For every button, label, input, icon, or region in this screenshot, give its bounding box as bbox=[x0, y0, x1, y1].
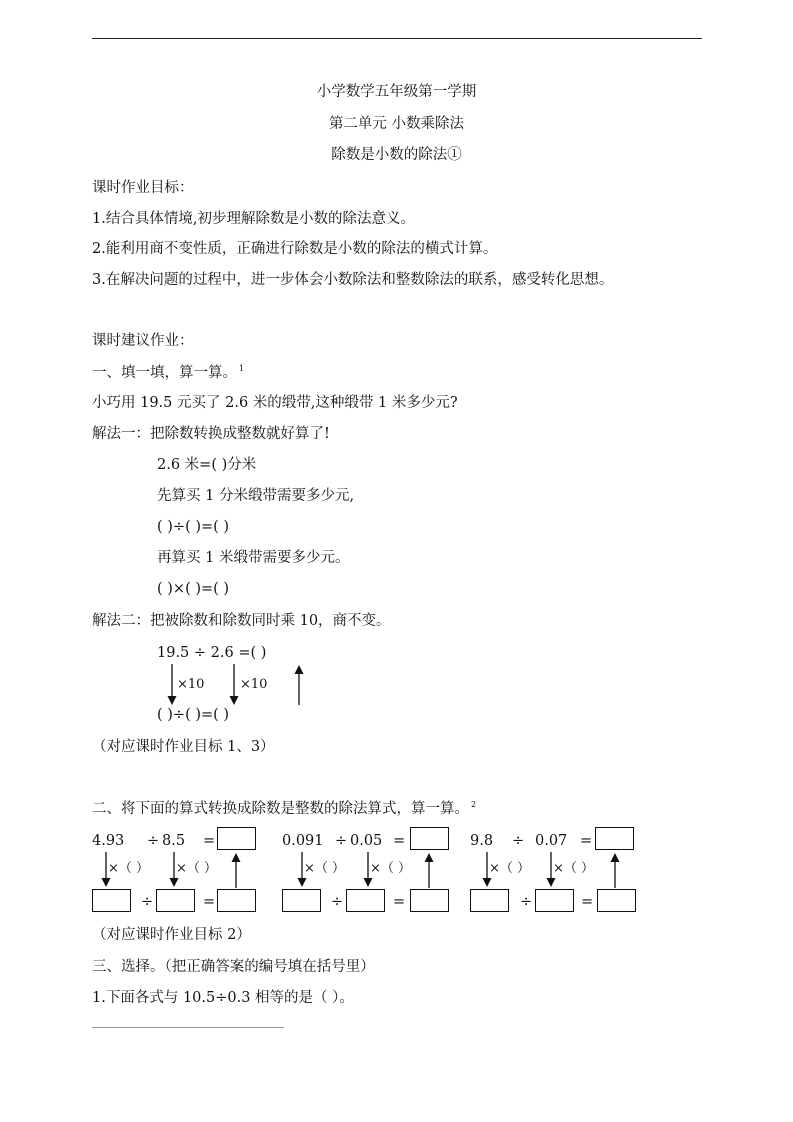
group3-bottom-div-sign: ÷ bbox=[520, 894, 533, 910]
group1-divisor: 8.5 bbox=[162, 833, 186, 849]
section2-title bbox=[92, 801, 476, 816]
group2-mult-label-2: ×（ ） bbox=[370, 861, 412, 876]
unit-title: 第二单元 小数乘除法 bbox=[328, 116, 465, 132]
objective-item-3: 3.在解决问题的过程中，进一步体会小数除法和整数除法的联系，感受转化思想。 bbox=[92, 272, 614, 288]
section2-footnote: 2 bbox=[471, 800, 477, 809]
lesson-title: 除数是小数的除法① bbox=[331, 147, 462, 163]
group3-result-box[interactable] bbox=[595, 827, 634, 850]
problem-text: 小巧用 19.5 元买了 2.6 米的缎带,这种缎带 1 米多少元? bbox=[92, 395, 458, 411]
group2-bottom-div-sign: ÷ bbox=[331, 894, 344, 910]
section1-title bbox=[92, 365, 244, 380]
group1-dividend-box[interactable] bbox=[92, 889, 131, 912]
section3-title: 三、选择。（把正确答案的编号填在括号里） bbox=[92, 959, 375, 975]
arrow-up-icon bbox=[423, 852, 435, 888]
group1-mult-label-2: ×（ ） bbox=[176, 861, 218, 876]
header-rule bbox=[92, 38, 702, 39]
document-title: 小学数学五年级第一学期 bbox=[316, 84, 477, 100]
group2-divisor: 0.05 bbox=[350, 833, 383, 849]
method2-bottom-expression: ( )÷( )=( ) bbox=[157, 707, 230, 723]
section3-question-1: 1.下面各式与 10.5÷0.3 相等的是（ ）。 bbox=[92, 990, 354, 1006]
group3-divisor: 0.07 bbox=[535, 833, 568, 849]
group1-bottom-div-sign: ÷ bbox=[141, 894, 154, 910]
method2-mult-label-1: ×10 bbox=[177, 677, 205, 692]
objective-item-2: 2.能利用商不变性质，正确进行除数是小数的除法的横式计算。 bbox=[92, 241, 498, 257]
objectives-heading: 课时作业目标： bbox=[92, 180, 194, 196]
homework-heading: 课时建议作业： bbox=[92, 333, 194, 349]
method2-top-expression: 19.5 ÷ 2.6 =( ) bbox=[157, 645, 267, 661]
method1-line-3: ( )÷( )=( ) bbox=[157, 519, 230, 535]
group3-div-sign: ÷ bbox=[512, 833, 525, 849]
method1-line-4: 再算买 1 米缎带需要多少元。 bbox=[157, 550, 350, 566]
group3-mult-label-1: ×（ ） bbox=[489, 861, 531, 876]
section2-title-text: 二、将下面的算式转换成除数是整数的除法算式，算一算。 bbox=[92, 800, 469, 817]
arrow-up-icon bbox=[293, 664, 305, 706]
group1-divisor-box[interactable] bbox=[156, 889, 195, 912]
section1-title-text: 一、填一填，算一算。 bbox=[92, 364, 237, 381]
group2-result-box[interactable] bbox=[410, 827, 449, 850]
group1-div-sign: ÷ bbox=[147, 833, 160, 849]
group2-div-sign: ÷ bbox=[335, 833, 348, 849]
group2-dividend: 0.091 bbox=[282, 833, 324, 849]
method2-title: 解法二：把被除数和除数同时乘 10，商不变。 bbox=[92, 613, 391, 629]
group2-bottom-eq-sign: = bbox=[393, 894, 406, 910]
method2-mult-label-2: ×10 bbox=[240, 677, 268, 692]
group3-eq-sign: = bbox=[580, 833, 593, 849]
arrow-up-icon bbox=[230, 852, 242, 888]
arrow-down-icon bbox=[228, 664, 240, 706]
objective-item-1: 1.结合具体情境,初步理解除数是小数的除法意义。 bbox=[92, 211, 415, 227]
method1-line-2: 先算买 1 分米缎带需要多少元, bbox=[157, 488, 355, 504]
section1-note: （对应课时作业目标 1、3） bbox=[92, 739, 275, 755]
group2-eq-sign: = bbox=[393, 833, 406, 849]
group1-dividend: 4.93 bbox=[92, 833, 125, 849]
group2-quotient-box[interactable] bbox=[410, 889, 449, 912]
group2-mult-label-1: ×（ ） bbox=[304, 861, 346, 876]
group3-divisor-box[interactable] bbox=[535, 889, 574, 912]
method1-line-1: 2.6 米=( )分米 bbox=[157, 457, 257, 473]
group1-eq-sign: = bbox=[203, 833, 216, 849]
arrow-up-icon bbox=[609, 852, 621, 888]
group1-quotient-box[interactable] bbox=[217, 889, 256, 912]
group2-divisor-box[interactable] bbox=[346, 889, 385, 912]
section2-note: （对应课时作业目标 2） bbox=[92, 927, 251, 943]
section1-footnote: 1 bbox=[239, 364, 245, 373]
group1-bottom-eq-sign: = bbox=[203, 894, 216, 910]
group2-dividend-box[interactable] bbox=[282, 889, 321, 912]
group3-dividend-box[interactable] bbox=[470, 889, 509, 912]
group1-mult-label-1: ×（ ） bbox=[108, 861, 150, 876]
group3-mult-label-2: ×（ ） bbox=[553, 861, 595, 876]
group3-dividend: 9.8 bbox=[470, 833, 494, 849]
group3-bottom-eq-sign: = bbox=[581, 894, 594, 910]
group1-result-box[interactable] bbox=[217, 827, 256, 850]
method1-title: 解法一：把除数转换成整数就好算了! bbox=[92, 426, 330, 442]
group3-quotient-box[interactable] bbox=[597, 889, 636, 912]
method1-line-5: ( )×( )=( ) bbox=[157, 581, 230, 597]
footnote-rule bbox=[92, 1027, 284, 1028]
